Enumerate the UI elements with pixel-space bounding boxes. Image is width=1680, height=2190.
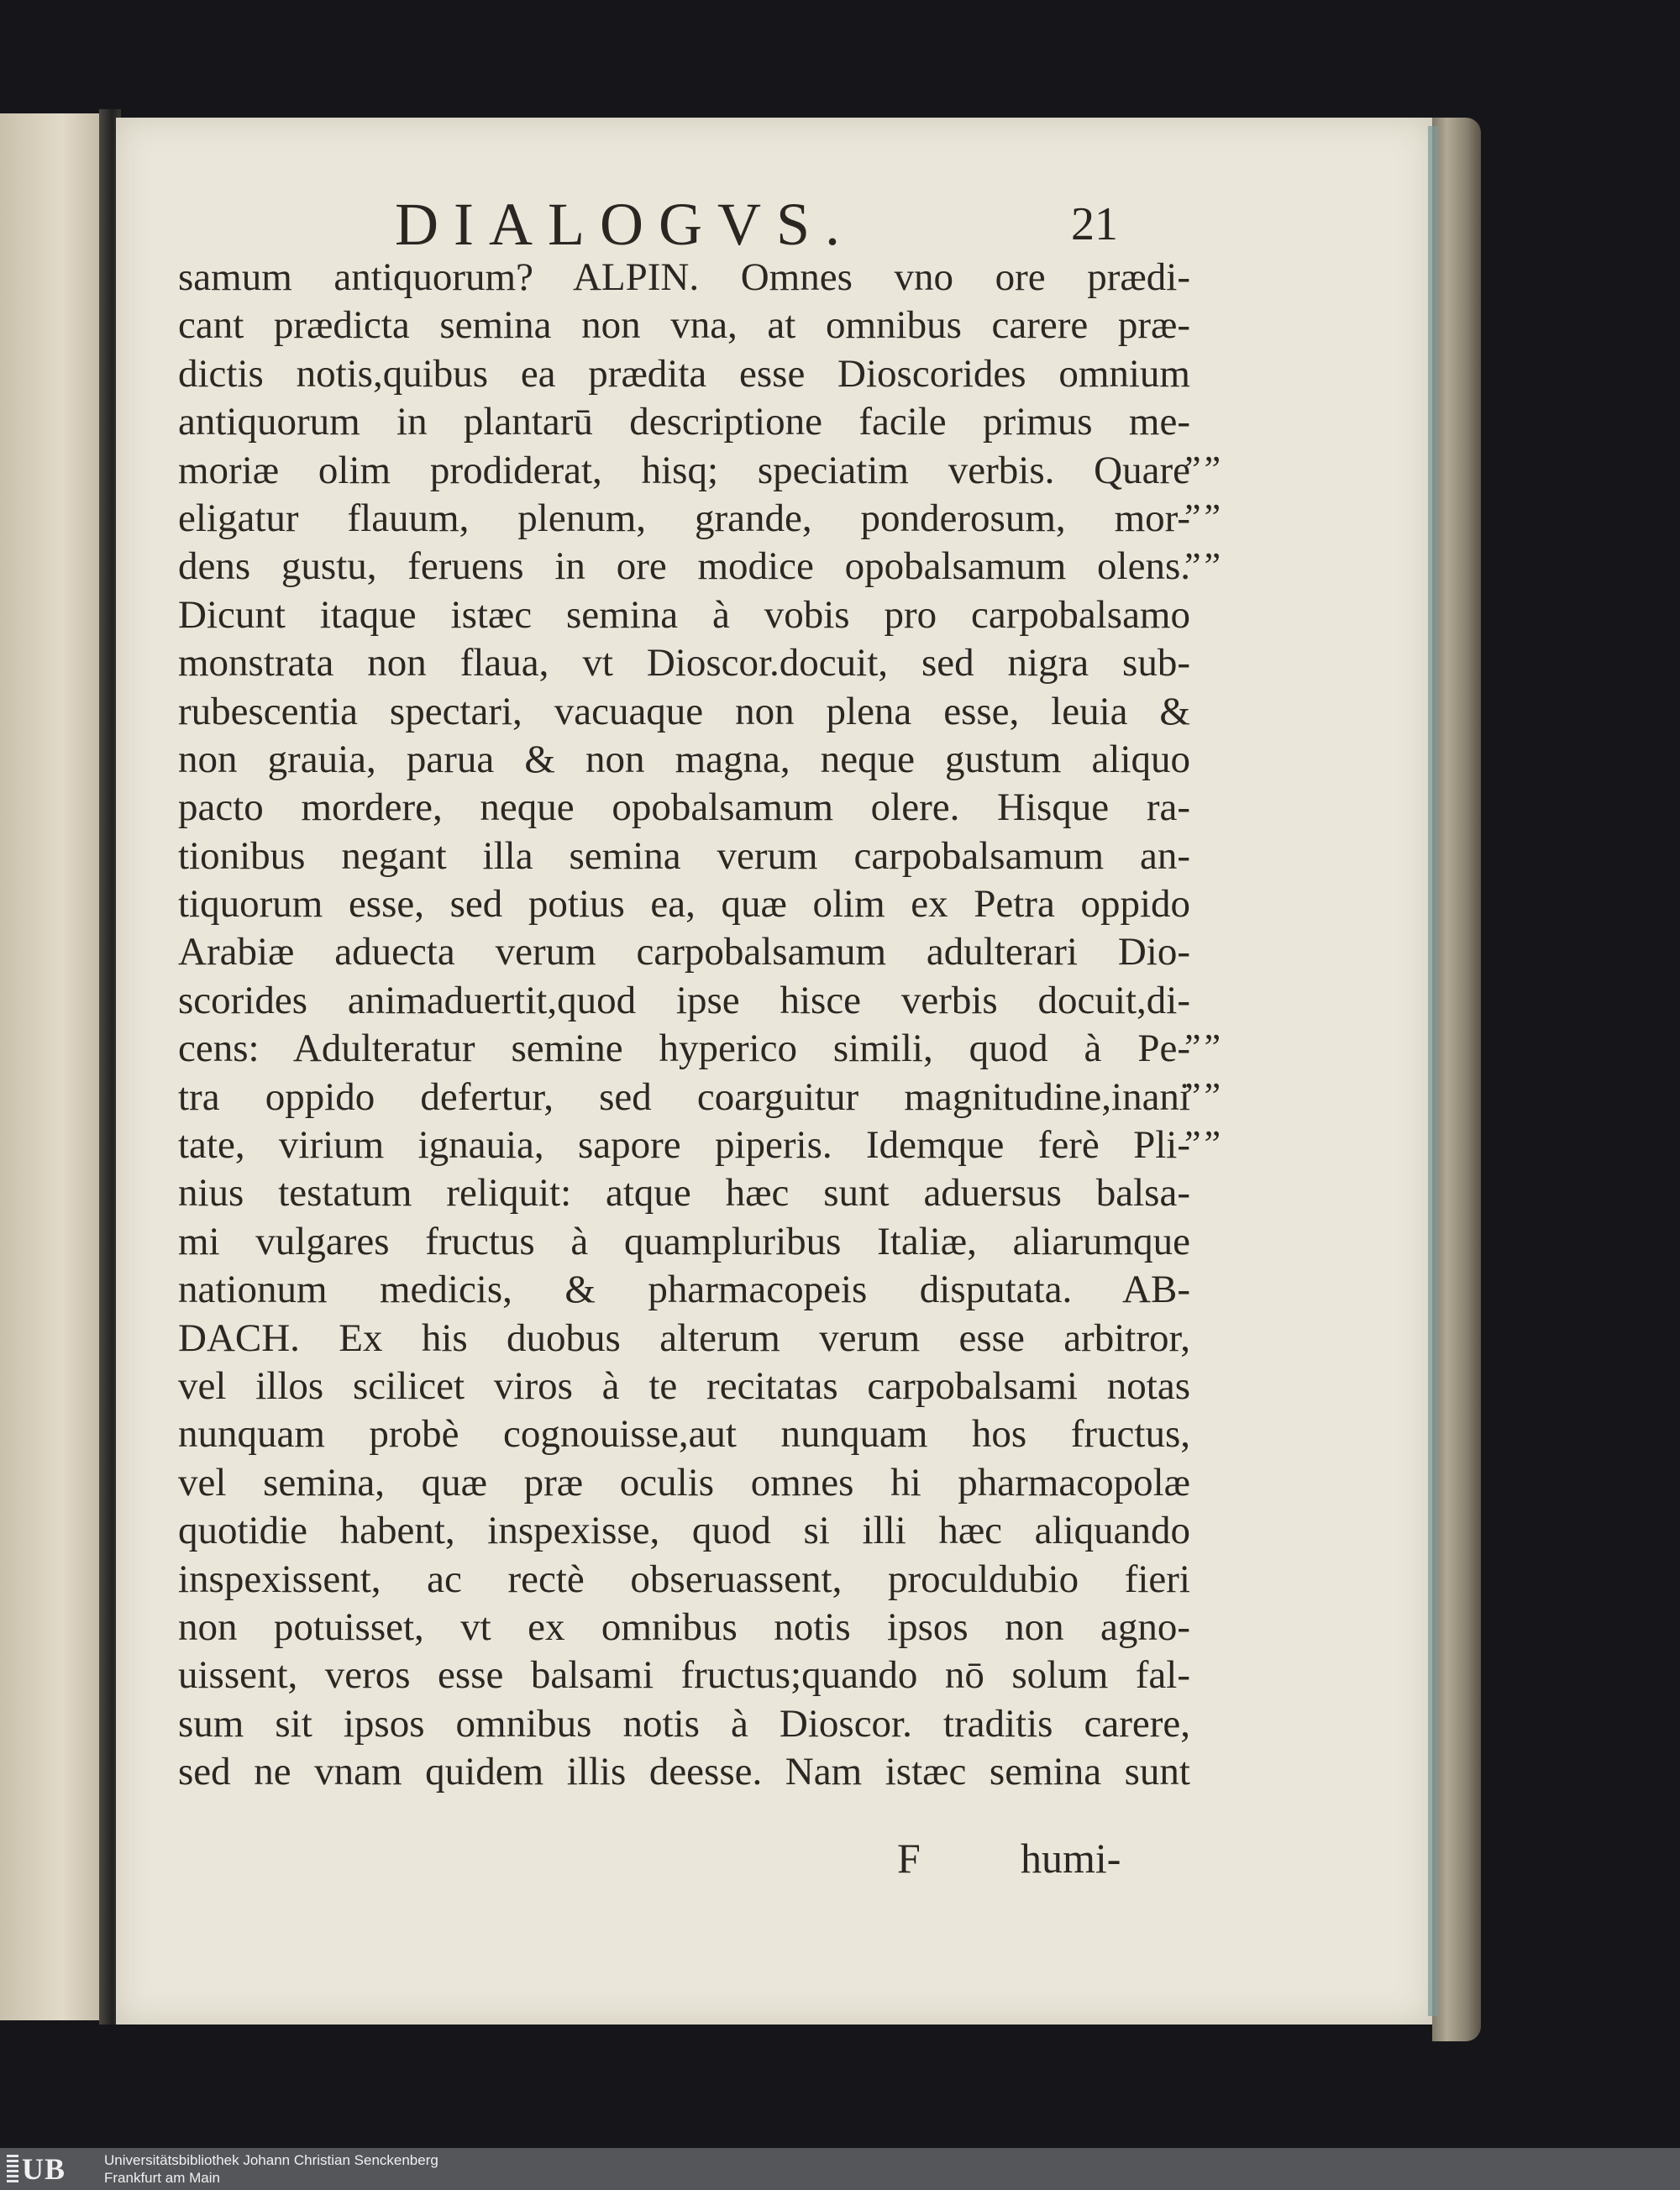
facing-page-edge [0, 113, 113, 2020]
logo-stripes-icon [7, 2155, 18, 2183]
signature-mark: F [897, 1835, 921, 1882]
running-head: DIALOGVS. [395, 191, 855, 258]
text-line: sed ne vnam quidem illis deesse. Nam istæc semina sunt [178, 1750, 1190, 1794]
text-line: uissent, veros esse balsami fructus;quando nō solum fal- [178, 1653, 1190, 1698]
text-line: mi vulgares fructus à quampluribus Italiæ, aliarumque [178, 1219, 1190, 1263]
page-number: 21 [1071, 198, 1118, 250]
text-line: vel illos scilicet viros à te recitatas carpobalsami notas [178, 1363, 1190, 1408]
library-logo [7, 2153, 87, 2185]
logo-letters: UB [22, 2152, 66, 2186]
text-line: Dicunt itaque istæc semina à vobis pro carpobalsamo [178, 592, 1190, 637]
text-line: cant prædicta semina non vna, at omnibus carere præ- [178, 303, 1190, 348]
text-line: Arabiæ aduecta verum carpobalsamum adulterari Dio- [178, 930, 1190, 974]
text-line: nius testatum reliquit: atque hæc sunt aduersus balsa- [178, 1171, 1190, 1216]
page-edge-tint [1428, 126, 1438, 2016]
text-line: DACH. Ex his duobus alterum verum esse arbitror, [178, 1316, 1190, 1360]
catchword: humi- [1021, 1835, 1121, 1882]
text-line: tra oppido defertur, sed coarguitur magnitudine,inani [178, 1074, 1190, 1119]
footer-bar [0, 2148, 1680, 2190]
text-line: scorides animaduertit,quod ipse hisce verbis docuit,di- [178, 978, 1190, 1022]
text-line: pacto mordere, neque opobalsamum olere. Hisque ra- [178, 785, 1190, 830]
text-line: inspexissent, ac rectè obseruassent, proculdubio fieri [178, 1557, 1190, 1601]
text-line: moriæ olim prodiderat, hisq; speciatim verbis. Quare [178, 448, 1190, 492]
text-line: quotidie habent, inspexisse, quod si illi hæc aliquando [178, 1509, 1190, 1553]
text-line: dens gustu, feruens in ore modice opobalsamum olens. [178, 544, 1190, 589]
quote-mark: ”” [1184, 449, 1225, 490]
text-line: dictis notis,quibus ea prædita esse Dioscorides omnium [178, 351, 1190, 396]
page-block-edge [1432, 118, 1481, 2041]
text-line: monstrata non flaua, vt Dioscor.docuit, sed nigra sub- [178, 641, 1190, 685]
text-line: rubescentia spectari, vacuaque non plena esse, leuia & [178, 689, 1190, 733]
quote-mark: ”” [1184, 496, 1225, 538]
text-line: cens: Adulteratur semine hyperico simili, quod à Pe- [178, 1027, 1190, 1071]
body-text [178, 254, 1190, 1797]
text-line: sum sit ipsos omnibus notis à Dioscor. traditis carere, [178, 1701, 1190, 1746]
quote-mark: ”” [1184, 1123, 1225, 1164]
library-credit [104, 2151, 438, 2187]
library-name: Universitätsbibliothek Johann Christian Senckenberg [104, 2152, 438, 2168]
quote-mark: ”” [1184, 1027, 1225, 1068]
quote-mark: ”” [1184, 1075, 1225, 1116]
text-line: nationum medicis, & pharmacopeis disputata. AB- [178, 1268, 1190, 1312]
text-line: eligatur flauum, plenum, grande, ponderosum, mor- [178, 496, 1190, 540]
text-line: tate, virium ignauia, sapore piperis. Idemque ferè Pli- [178, 1123, 1190, 1168]
text-line: vel semina, quæ præ oculis omnes hi pharmacopolæ [178, 1460, 1190, 1505]
text-line: antiquorum in plantarū descriptione facile primus me- [178, 400, 1190, 444]
library-city: Frankfurt am Main [104, 2170, 220, 2186]
text-line: nunquam probè cognouisse,aut nunquam hos fructus, [178, 1412, 1190, 1457]
text-line: tiquorum esse, sed potius ea, quæ olim ex Petra oppido [178, 882, 1190, 927]
quote-mark: ”” [1184, 545, 1225, 586]
text-line: non potuisset, vt ex omnibus notis ipsos non agno- [178, 1604, 1190, 1649]
text-line: tionibus negant illa semina verum carpobalsamum an- [178, 833, 1190, 878]
text-line: non grauia, parua & non magna, neque gustum aliquo [178, 737, 1190, 781]
text-line: samum antiquorum? ALPIN. Omnes vno ore prædi- [178, 255, 1190, 299]
